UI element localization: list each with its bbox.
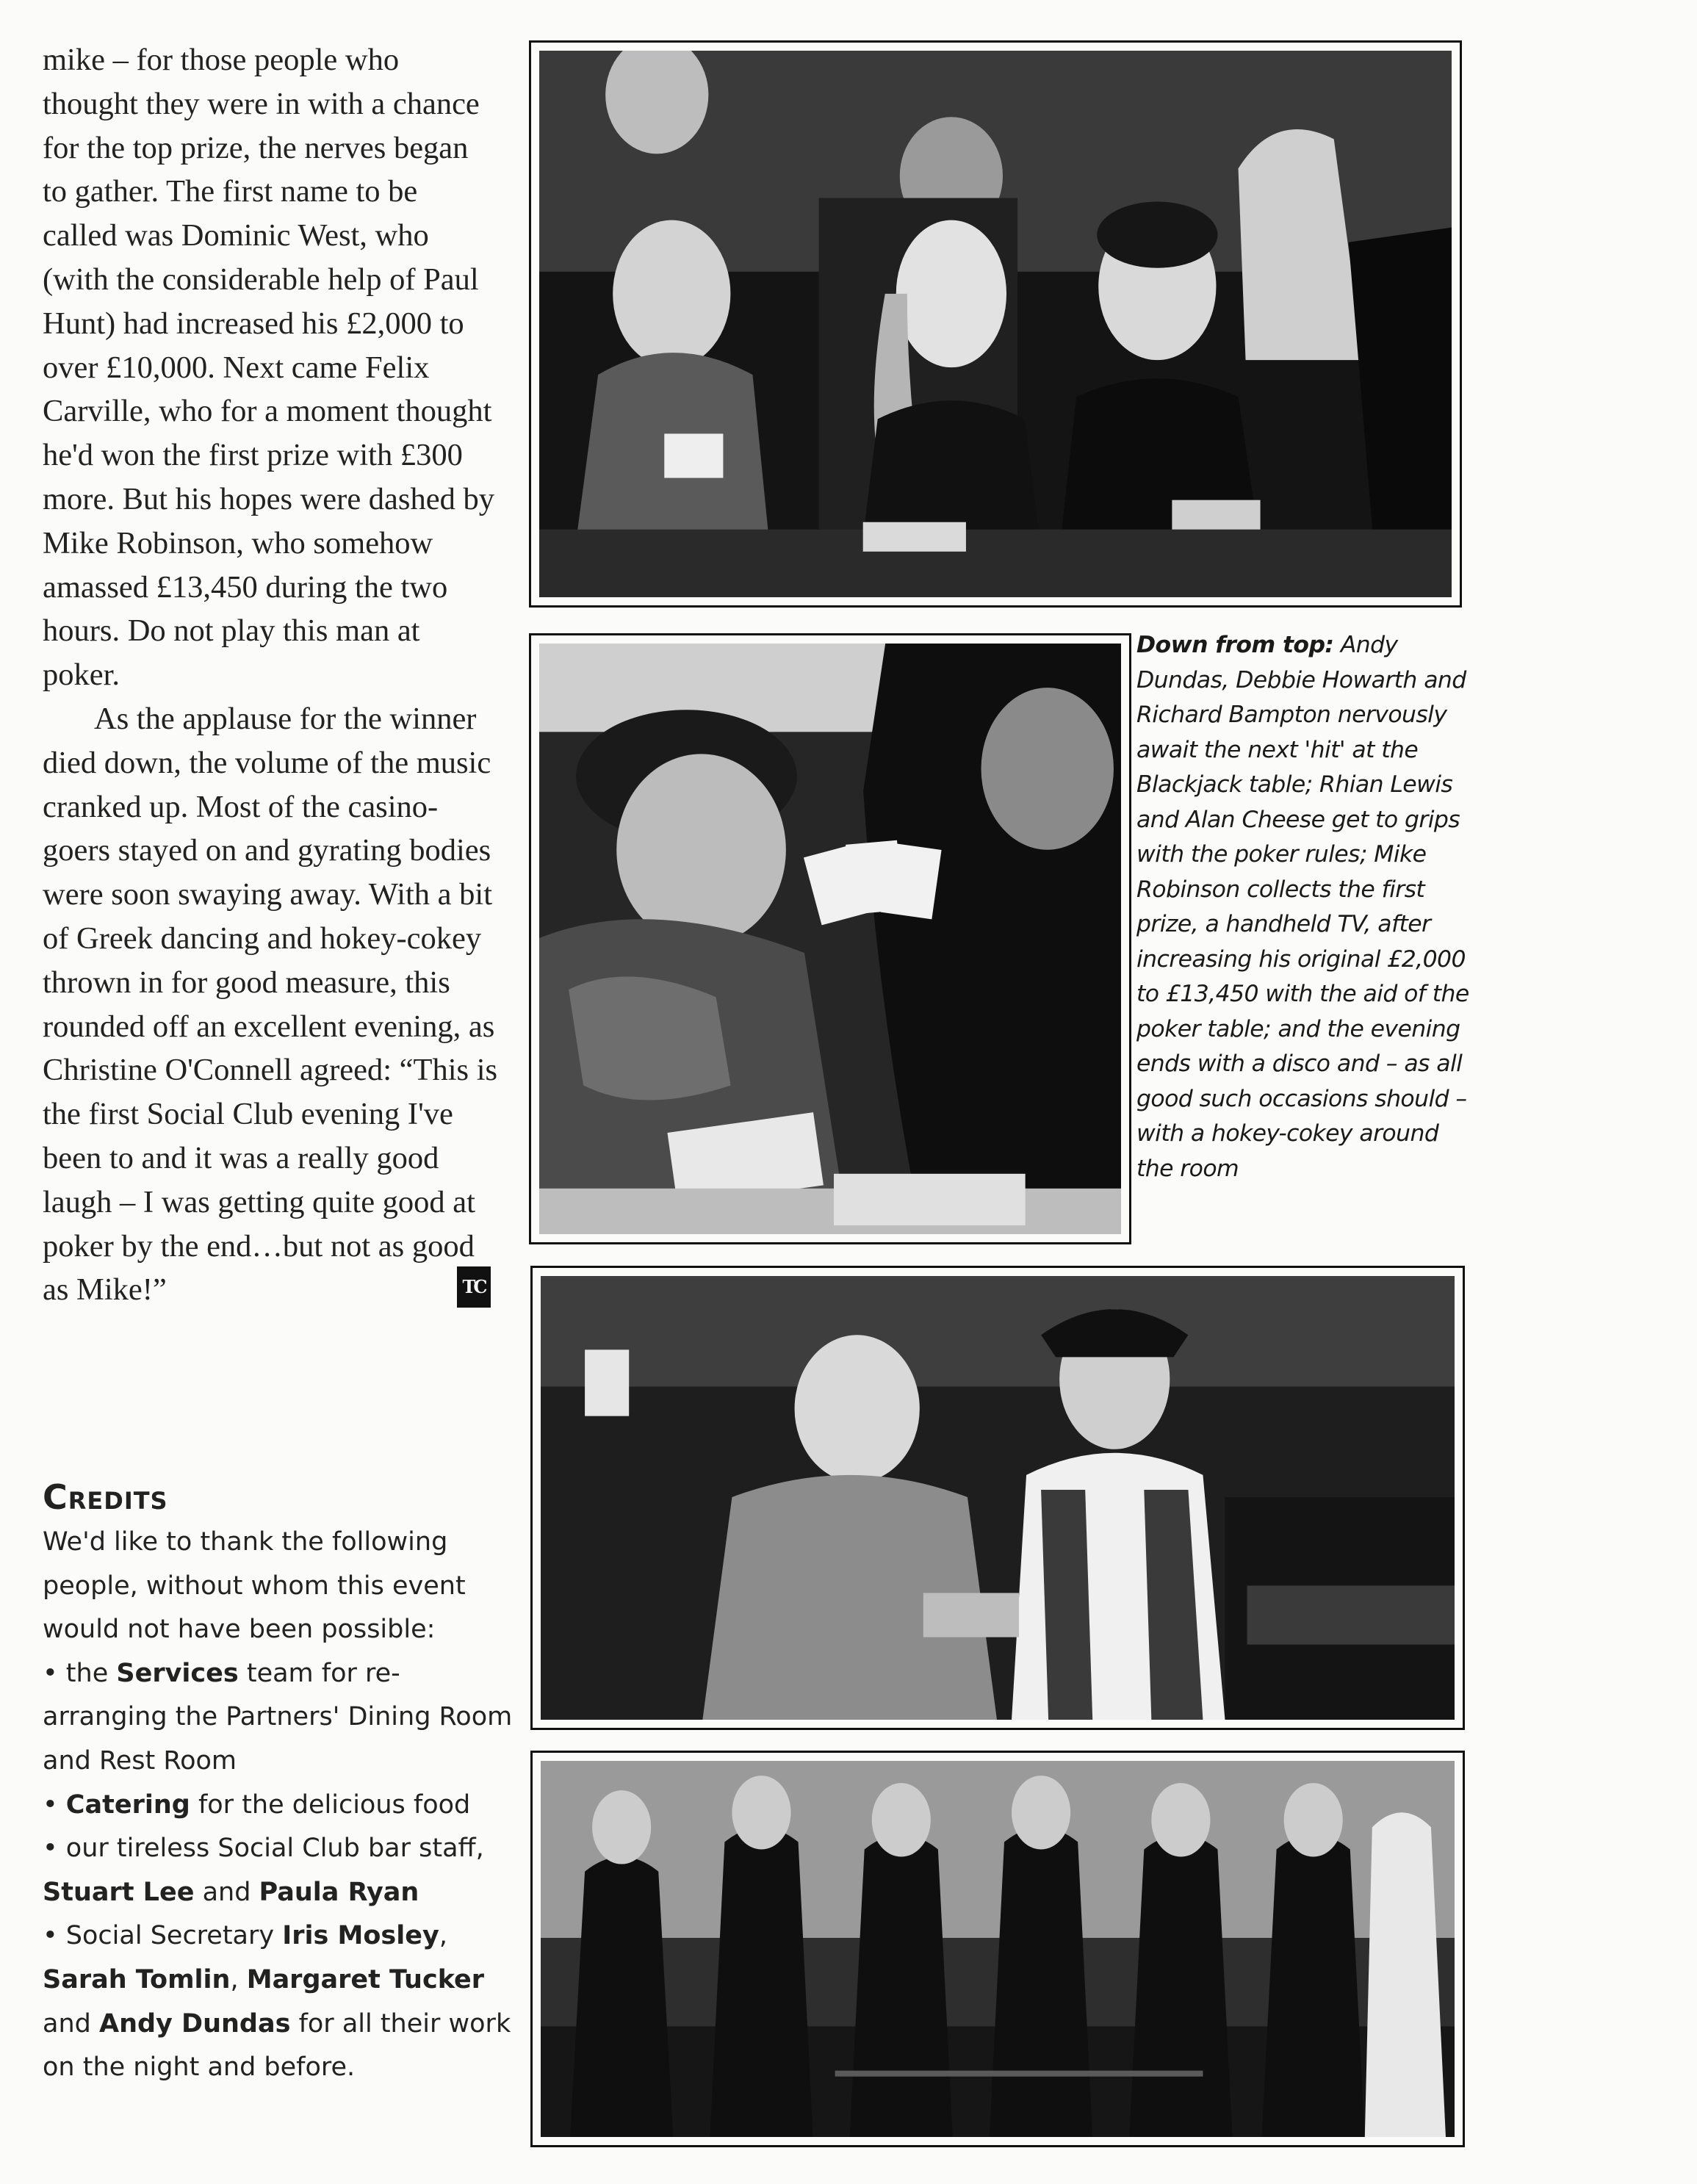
credits-text: , — [439, 1921, 447, 1951]
photo-2-art — [539, 644, 1121, 1234]
bullet-icon: • — [43, 1834, 58, 1864]
credits-text: our tireless Social Club bar staff, — [65, 1834, 484, 1864]
credits-item-services — [43, 1652, 513, 1784]
article-paragraph-2: As the applause for the winner died down, the volume of the music cranked up. Most of the casino-goers stayed on and gyrating bodies were soon swaying away. With a bit of Greek dancing and hokey-cokey thrown in for good measure, this rounded off an excellent evening, as Christine O'Connell agreed: “This is the first Social Club evening I've been to and it was a really good laugh – I was getting quite good at poker by the end…but not as good as Mike!” — [43, 701, 498, 1308]
photo-1-art — [539, 51, 1452, 597]
photo-frame-3 — [530, 1266, 1465, 1730]
credits-text: team for re-arranging the Partners' Dining Room and Rest Room — [43, 1658, 513, 1776]
credits-item-bar-staff — [43, 1827, 513, 1914]
photo-frame-2 — [529, 633, 1131, 1244]
bullet-icon: • — [43, 1790, 58, 1820]
credits-name: Paula Ryan — [259, 1877, 419, 1907]
photo-hokey-cokey-disco-icon — [541, 1761, 1455, 2137]
bullet-icon: • — [43, 1658, 58, 1688]
photo-poker-rules-icon — [539, 644, 1121, 1234]
photo-blackjack-table-icon — [539, 51, 1452, 597]
credits-text: , — [230, 1964, 247, 1994]
credits-name: Catering — [65, 1790, 190, 1820]
article-paragraph-2-wrap — [43, 697, 500, 1312]
credits-section — [43, 1477, 513, 2090]
credits-title: Credits — [43, 1477, 168, 1517]
credits-text: for the delicious food — [190, 1790, 471, 1820]
credits-name: Margaret Tucker — [246, 1964, 485, 1994]
article-paragraph-1: mike – for those people who thought they were in with a chance for the top prize, the nerves began to gather. The first name to be called was Dominic West, who (with the considerable help of Paul Hunt) had increased his £2,000 to over £10,000. Next came Felix Carville, who for a moment thought he'd won the first prize with £300 more. But his hopes were dashed by Mike Robinson, who somehow amassed £13,450 during the two hours. Do not play this man at poker. — [43, 43, 494, 693]
photo-frame-1 — [529, 40, 1462, 608]
photo-caption — [1136, 628, 1482, 1186]
credits-text: the — [65, 1658, 117, 1688]
credits-name: Iris Mosley — [282, 1921, 439, 1951]
article-body — [43, 38, 500, 1312]
credits-name: Services — [116, 1658, 239, 1688]
credits-text: and — [194, 1877, 259, 1907]
bullet-icon: • — [43, 1921, 58, 1951]
caption-lead: Down from top: — [1136, 632, 1334, 658]
photo-prize-collection-icon — [541, 1276, 1455, 1720]
credits-text: Social Secretary — [65, 1921, 283, 1951]
credits-name: Stuart Lee — [43, 1877, 195, 1907]
photo-3-art — [541, 1276, 1455, 1720]
credits-intro: We'd like to thank the following people, without whom this event would not have been possible: — [43, 1527, 466, 1645]
credits-item-social-secretary — [43, 1914, 513, 2089]
credits-name: Andy Dundas — [98, 2008, 291, 2039]
photo-4-art — [541, 1761, 1455, 2137]
photo-frame-4 — [530, 1751, 1465, 2147]
tc-end-mark-icon: TC — [457, 1266, 491, 1308]
credits-name: Sarah Tomlin — [43, 1964, 231, 1994]
credits-text: and — [43, 2008, 99, 2039]
credits-item-catering — [43, 1784, 513, 1828]
caption-text: Andy Dundas, Debbie Howarth and Richard Bampton nervously await the next 'hit' at the Blackjack table; Rhian Lewis and Alan Cheese get to grips with the poker rules; Mike Robinson collects the first prize, a handheld TV, after increasing his original £2,000 to £13,450 with the aid of the poker table; and the evening ends with a disco and – as all good such occasions should – with a hokey-cokey around the room — [1136, 632, 1469, 1182]
credits-text: for all their work on the night and before. — [43, 2008, 511, 2083]
